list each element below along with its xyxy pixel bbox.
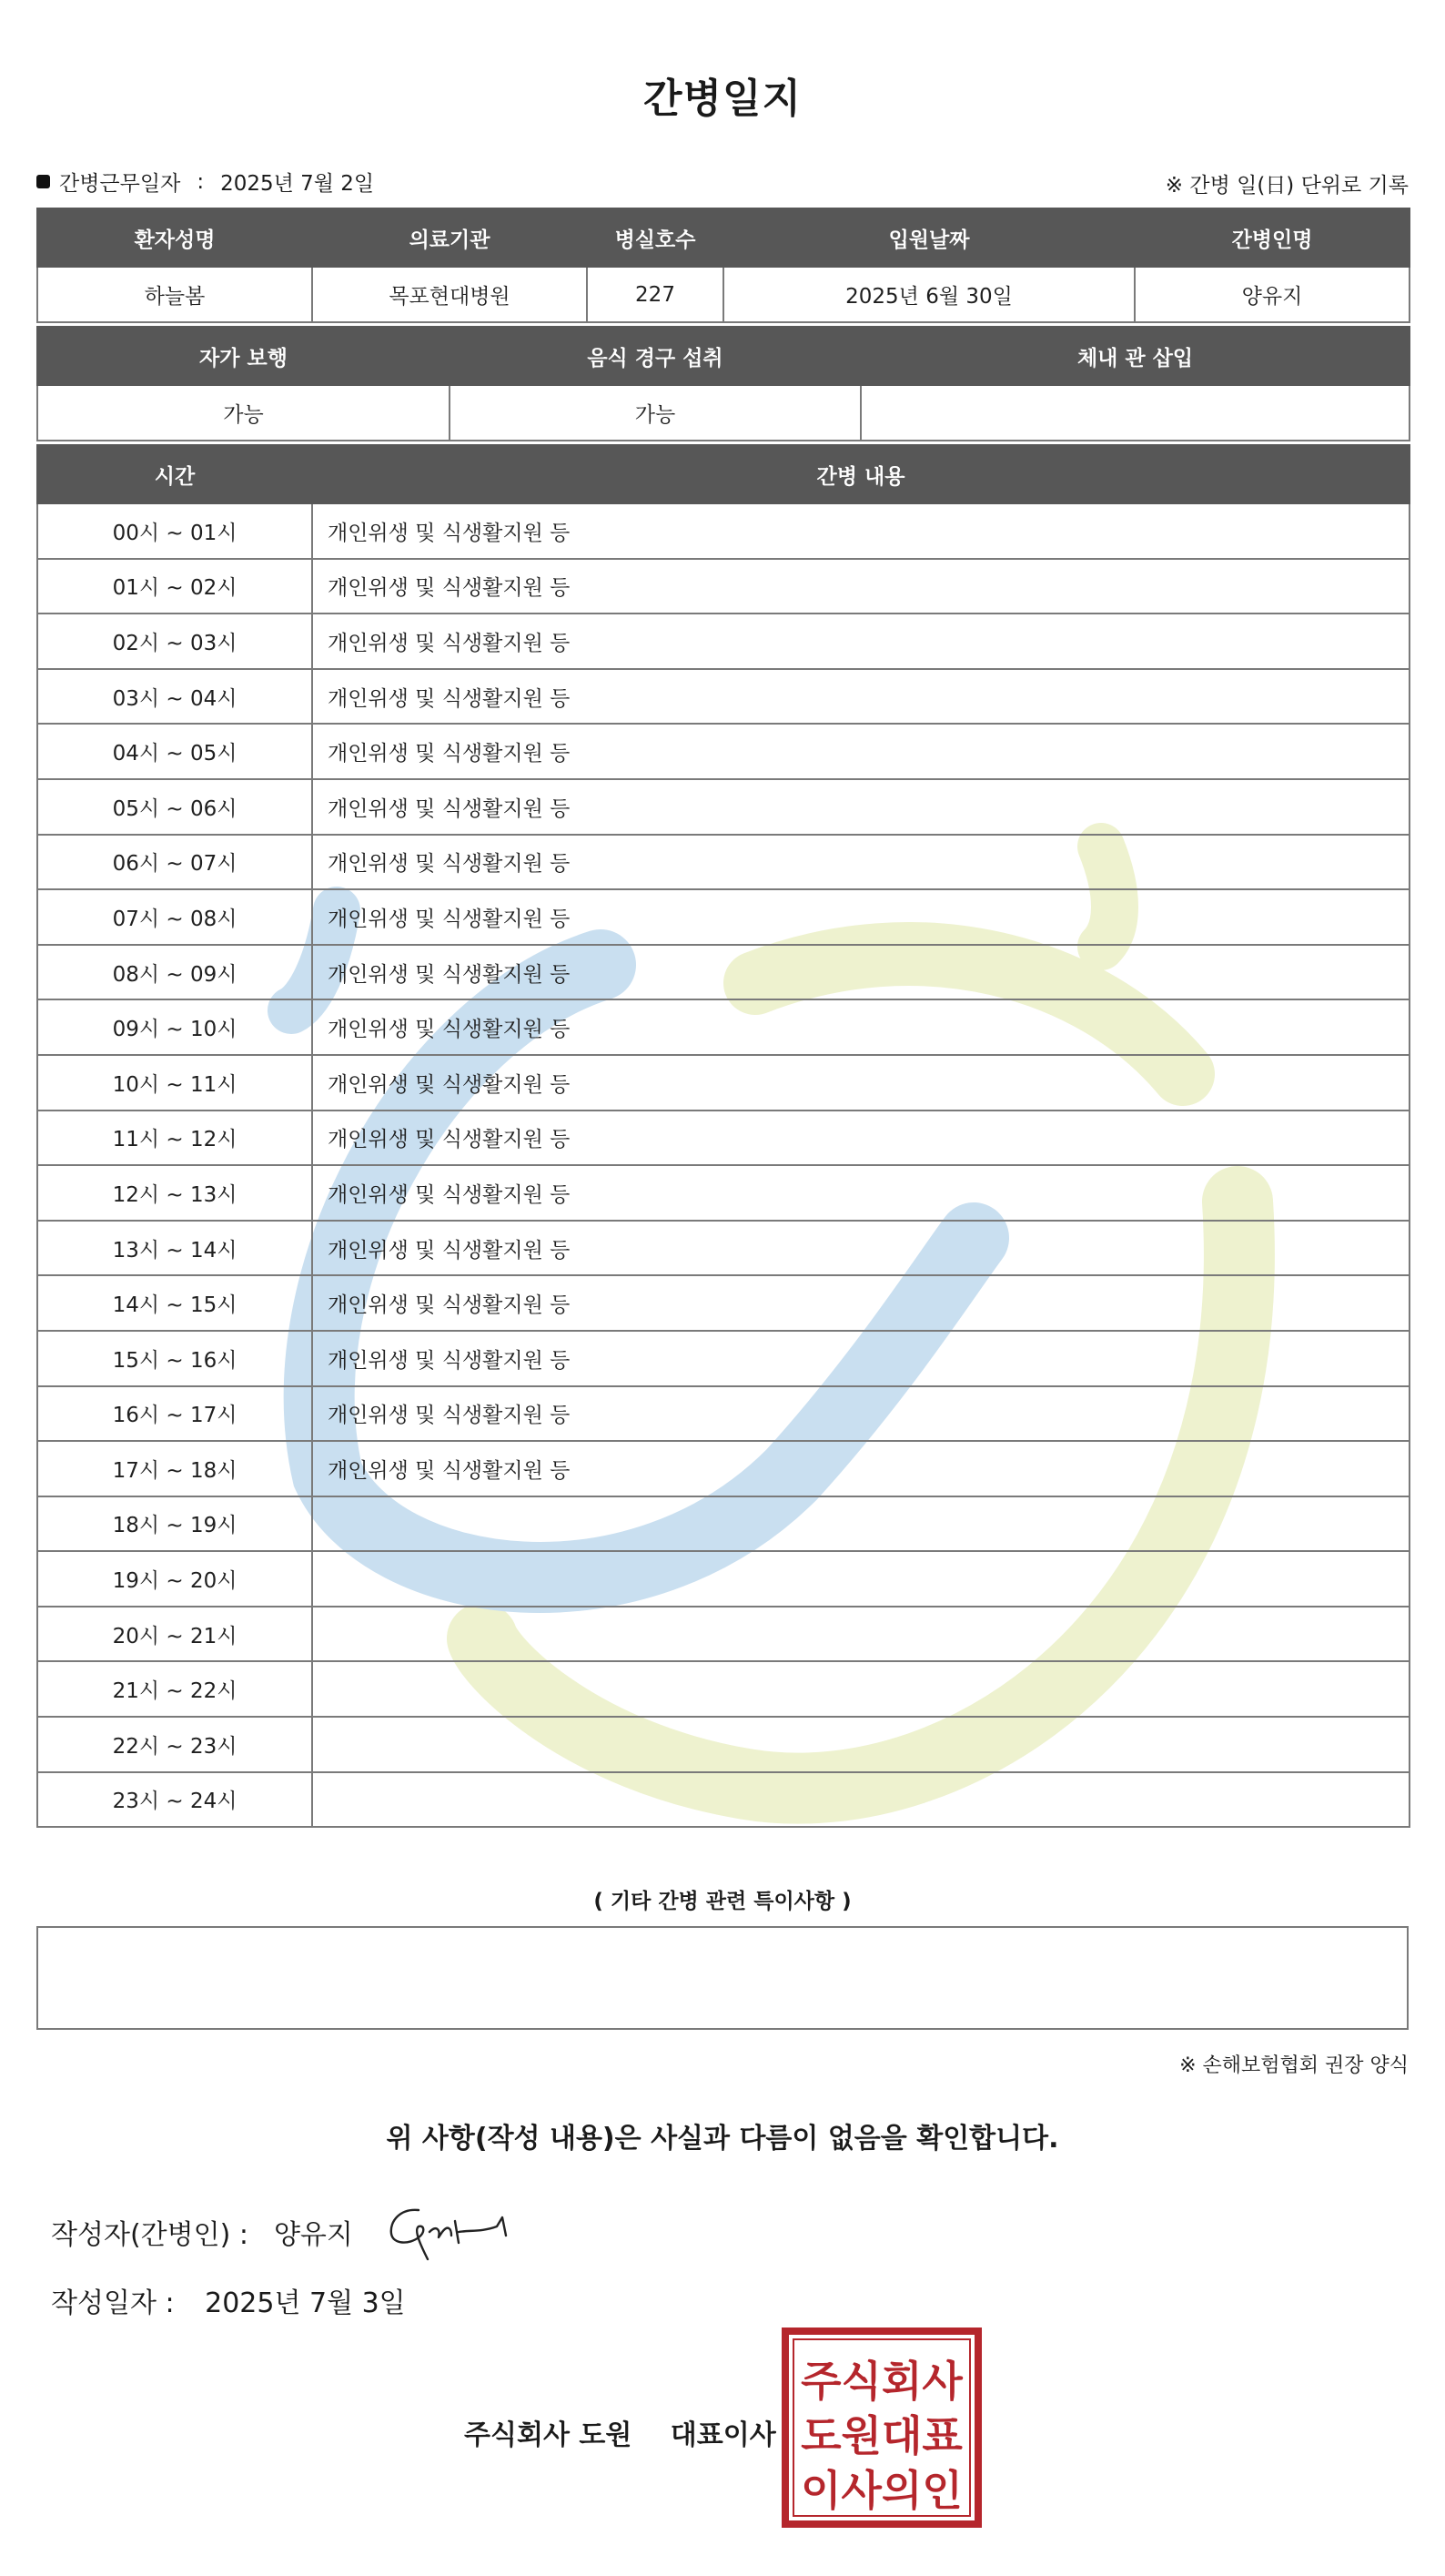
table-row [37, 669, 1410, 725]
hourly-care-log-table [36, 444, 1410, 1828]
writer-line [51, 2212, 353, 2252]
care-content-cell: 개인위생 및 식생활지원 등 [312, 559, 1410, 614]
admission-date: 2025년 6월 30일 [723, 267, 1135, 322]
care-content-cell: 개인위생 및 식생활지원 등 [312, 724, 1410, 779]
time-cell: 06시 ~ 07시 [37, 835, 312, 890]
table-row [37, 724, 1410, 779]
table-row [37, 1772, 1410, 1828]
time-cell: 20시 ~ 21시 [37, 1607, 312, 1662]
care-content-cell [312, 1496, 1410, 1552]
work-date-separator: : [197, 169, 205, 194]
header-tube-insertion: 체내 관 삽입 [861, 327, 1410, 385]
work-date [36, 167, 374, 197]
table-row [37, 889, 1410, 945]
time-cell: 03시 ~ 04시 [37, 669, 312, 725]
table-row [37, 1607, 1410, 1662]
care-content-cell: 개인위생 및 식생활지원 등 [312, 779, 1410, 835]
header-care-content: 간병 내용 [312, 445, 1410, 503]
care-content-cell: 개인위생 및 식생활지원 등 [312, 669, 1410, 725]
time-cell: 09시 ~ 10시 [37, 999, 312, 1055]
time-cell: 18시 ~ 19시 [37, 1496, 312, 1552]
log-header-row [37, 445, 1410, 503]
table-row [37, 503, 1410, 559]
time-cell: 05시 ~ 06시 [37, 779, 312, 835]
care-content-cell [312, 1551, 1410, 1607]
care-content-cell: 개인위생 및 식생활지원 등 [312, 1441, 1410, 1496]
writer-label: 작성자(간병인) : [51, 2219, 248, 2251]
header-patient-name: 환자성명 [37, 208, 312, 267]
time-cell: 12시 ~ 13시 [37, 1165, 312, 1221]
form-note: ※ 손해보험협회 권장 양식 [1179, 2054, 1409, 2077]
time-cell: 10시 ~ 11시 [37, 1055, 312, 1111]
table-row [37, 1386, 1410, 1442]
table-row [37, 1055, 1410, 1111]
care-content-cell: 개인위생 및 식생활지원 등 [312, 945, 1410, 1000]
confirmation-statement: 위 사항(작성 내용)은 사실과 다름이 없음을 확인합니다. [386, 2123, 1059, 2155]
header-self-walking: 자가 보행 [37, 327, 450, 385]
time-cell: 08시 ~ 09시 [37, 945, 312, 1000]
patient-info-value-row [37, 267, 1410, 322]
seal-line-1: 주식회사 [801, 2357, 963, 2406]
care-content-cell: 개인위생 및 식생활지원 등 [312, 1165, 1410, 1221]
patient-ability-table [36, 326, 1410, 441]
care-content-cell [312, 1661, 1410, 1717]
table-row [37, 999, 1410, 1055]
time-cell: 17시 ~ 18시 [37, 1441, 312, 1496]
seal-line-3: 이사의인 [801, 2466, 963, 2515]
patient-info-table [36, 208, 1410, 323]
care-content-cell: 개인위생 및 식생활지원 등 [312, 835, 1410, 890]
care-content-cell: 개인위생 및 식생활지원 등 [312, 1386, 1410, 1442]
care-content-cell: 개인위생 및 식생활지원 등 [312, 889, 1410, 945]
work-date-value: 2025년 7월 2일 [220, 172, 375, 196]
care-content-cell: 개인위생 및 식생활지원 등 [312, 1111, 1410, 1166]
company-signoff [464, 2412, 776, 2452]
time-cell: 02시 ~ 03시 [37, 614, 312, 669]
oral-intake-value: 가능 [450, 385, 861, 441]
write-date-value: 2025년 7월 3일 [205, 2287, 406, 2319]
table-row [37, 1275, 1410, 1331]
table-row [37, 1165, 1410, 1221]
care-content-cell: 개인위생 및 식생활지원 등 [312, 614, 1410, 669]
company-seal-stamp [781, 2327, 983, 2529]
time-cell: 04시 ~ 05시 [37, 724, 312, 779]
table-row [37, 1661, 1410, 1717]
care-content-cell: 개인위생 및 식생활지원 등 [312, 1055, 1410, 1111]
table-row [37, 559, 1410, 614]
time-cell: 16시 ~ 17시 [37, 1386, 312, 1442]
tube-insertion-value [861, 385, 1410, 441]
seal-line-2: 도원대표 [801, 2411, 963, 2460]
time-cell: 14시 ~ 15시 [37, 1275, 312, 1331]
time-cell: 00시 ~ 01시 [37, 503, 312, 559]
table-row [37, 835, 1410, 890]
time-cell: 11시 ~ 12시 [37, 1111, 312, 1166]
table-row [37, 1441, 1410, 1496]
company-name: 주식회사 도원 [464, 2419, 632, 2451]
header-room: 병실호수 [587, 208, 723, 267]
table-row [37, 1221, 1410, 1276]
caregiver-name: 양유지 [1135, 267, 1410, 322]
header-caregiver-name: 간병인명 [1135, 208, 1410, 267]
hospital-name: 목포현대병원 [312, 267, 587, 322]
care-content-cell [312, 1717, 1410, 1772]
table-row [37, 1111, 1410, 1166]
care-content-cell: 개인위생 및 식생활지원 등 [312, 1275, 1410, 1331]
header-time: 시간 [37, 445, 312, 503]
table-row [37, 1551, 1410, 1607]
special-notes-title: ( 기타 간병 관련 특이사항 ) [593, 1890, 852, 1913]
care-content-cell [312, 1772, 1410, 1828]
time-cell: 21시 ~ 22시 [37, 1661, 312, 1717]
care-content-cell [312, 1607, 1410, 1662]
writer-name: 양유지 [273, 2219, 353, 2251]
care-content-cell: 개인위생 및 식생활지원 등 [312, 1331, 1410, 1386]
patient-name: 하늘봄 [37, 267, 312, 322]
signature-image [382, 2185, 519, 2267]
time-cell: 07시 ~ 08시 [37, 889, 312, 945]
company-representative-title: 대표이사 [670, 2419, 776, 2451]
table-row [37, 1717, 1410, 1772]
unit-note: ※ 간병 일(日) 단위로 기록 [1165, 174, 1409, 198]
special-notes-box [36, 1926, 1409, 2030]
time-cell: 15시 ~ 16시 [37, 1331, 312, 1386]
time-cell: 19시 ~ 20시 [37, 1551, 312, 1607]
table-row [37, 1331, 1410, 1386]
header-oral-intake: 음식 경구 섭취 [450, 327, 861, 385]
header-hospital: 의료기관 [312, 208, 587, 267]
time-cell: 23시 ~ 24시 [37, 1772, 312, 1828]
bullet-icon [36, 175, 50, 188]
work-date-label: 간병근무일자 [59, 172, 181, 196]
write-date-line [51, 2280, 406, 2320]
header-admission-date: 입원날짜 [723, 208, 1135, 267]
table-row [37, 614, 1410, 669]
table-row [37, 945, 1410, 1000]
table-row [37, 1496, 1410, 1552]
room-number: 227 [587, 267, 723, 322]
patient-info-header-row [37, 208, 1410, 267]
care-content-cell: 개인위생 및 식생활지원 등 [312, 1221, 1410, 1276]
time-cell: 22시 ~ 23시 [37, 1717, 312, 1772]
care-content-cell: 개인위생 및 식생활지원 등 [312, 503, 1410, 559]
table-row [37, 779, 1410, 835]
page-title: 간병일지 [642, 76, 802, 122]
care-content-cell: 개인위생 및 식생활지원 등 [312, 999, 1410, 1055]
write-date-label: 작성일자 : [51, 2287, 175, 2319]
time-cell: 01시 ~ 02시 [37, 559, 312, 614]
time-cell: 13시 ~ 14시 [37, 1221, 312, 1276]
ability-value-row [37, 385, 1410, 441]
self-walking-value: 가능 [37, 385, 450, 441]
ability-header-row [37, 327, 1410, 385]
